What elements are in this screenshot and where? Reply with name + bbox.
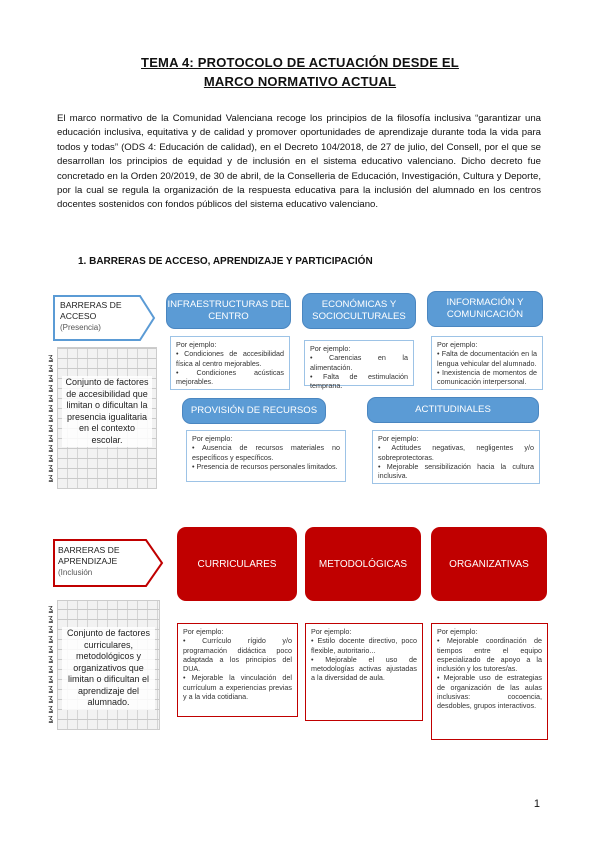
list-item: • Mejorable coordinación de tiempos entre el equipo especializado de apoyo a la inclusión y los tutores/as. xyxy=(437,636,542,674)
spiral-binding-icon: ʓ ʓ ʓ ʓ ʓ ʓ ʓ ʓ ʓ ʓ ʓ ʓ ʓ xyxy=(48,353,54,483)
learning-cat-methodological-head: METODOLÓGICAS xyxy=(305,527,421,601)
list-item: • Condiciones de accesibilidad física al centro mejorables. xyxy=(176,349,284,368)
example-label: Por ejemplo: xyxy=(183,627,224,636)
list-item: • Mejorable el uso de metodologías activas ajustadas a la diversidad de aula. xyxy=(311,654,417,683)
list-item: • Ausencia de recursos materiales no específicos y específicos. xyxy=(192,443,340,462)
access-cat-eco-head: ECONÓMICAS Y SOCIOCULTURALES xyxy=(302,293,416,329)
learning-side-text: Conjunto de factores curriculares, metodológicos y organizativos que limitan o dificultan el aprendizaje del alumnado. xyxy=(62,627,155,710)
intro-paragraph: El marco normativo de la Comunidad Valenciana recoge los principios de la filosofía inclusiva “garantizar una educación inclusiva, equitativa y de calidad y promover oportunidades de aprendizaje durante toda la vida para todos y todas” (ODS 4: Educación de calidad), en el Decreto 104/2018, de 27 de julio, del Consell, por el que se desarrollan los principios de equidad y de inclusión en el sistema educativo valenciano. Dicho decreto fue concretado en la Orden 20/2019, de 30 de abril, de la Conselleria de Educación, Investigación, Cultura y Deporte, por la cual se regula la organización de la respuesta educativa para la inclusión del alumnado en los centros docentes sostenidos con fondos públicos del sistema educativo valenciano. xyxy=(57,113,541,211)
access-cat-resources-head: PROVISIÓN DE RECURSOS xyxy=(182,398,326,424)
example-label: Por ejemplo: xyxy=(192,434,233,443)
list-item: • Falta de estimulación temprana. xyxy=(310,371,409,391)
access-cat-info-box xyxy=(431,336,543,390)
learning-cat-methodological-box xyxy=(305,623,423,721)
list-item: • Currículo rígido y/o programación didáctica poco adaptada a los principios del DUA. xyxy=(183,636,293,674)
learning-tag-line2: APRENDIZAJE xyxy=(58,556,118,566)
access-tag-line2: ACCESO xyxy=(60,311,97,321)
access-cat-info-head: INFORMACIÓN Y COMUNICACIÓN xyxy=(427,291,543,327)
spiral-binding-icon: ʓ ʓ ʓ ʓ ʓ ʓ ʓ ʓ ʓ ʓ ʓ ʓ xyxy=(48,604,54,724)
learning-cat-curricular-head: CURRICULARES xyxy=(177,527,297,601)
section-heading: 1. BARRERAS DE ACCESO, APRENDIZAJE Y PARTICIPACIÓN xyxy=(78,256,373,267)
example-label: Por ejemplo: xyxy=(176,340,217,349)
list-item: • Condiciones acústicas mejorables. xyxy=(176,367,284,387)
access-cat-attitudes-box xyxy=(372,430,540,484)
access-cat-attitudes-head: ACTITUDINALES xyxy=(367,397,539,423)
access-cat-resources-box xyxy=(186,430,346,482)
list-item: • Falta de documentación en la lengua vehicular del alumnado. xyxy=(437,349,537,368)
access-cat-infra-head: INFRAESTRUCTURAS DEL CENTRO xyxy=(166,293,291,329)
learning-tag-line1: BARRERAS DE xyxy=(58,545,120,555)
example-label: Por ejemplo: xyxy=(311,627,352,636)
learning-tag-sub: (Inclusión xyxy=(58,568,93,577)
list-item: • Mejorable uso de estrategias de organización de las aulas inclusivas: cocoencia, desdobles, grupos interactivos. xyxy=(437,673,542,711)
page-title-line1: TEMA 4: PROTOCOLO DE ACTUACIÓN DESDE EL xyxy=(141,55,459,70)
example-label: Por ejemplo: xyxy=(437,340,478,349)
page-number: 1 xyxy=(533,798,540,810)
access-tag-line1: BARRERAS DE xyxy=(60,300,122,310)
example-label: Por ejemplo: xyxy=(310,344,351,353)
learning-cat-organizational-box xyxy=(431,623,548,740)
list-item: • Carencias en la alimentación. xyxy=(310,353,408,372)
list-item: • Mejorable la vinculación del currículum a experiencias previas y a la vida cotidiana. xyxy=(183,673,292,702)
learning-side-note xyxy=(57,600,160,730)
list-item: • Mejorable sensibilización hacia la cultura inclusiva. xyxy=(378,461,534,481)
list-item: • Estilo docente directivo, poco flexible, autoritario... xyxy=(311,636,417,655)
learning-cat-curricular-box xyxy=(177,623,298,717)
list-item: • Actitudes negativas, negligentes y/o sobreprotectoras. xyxy=(378,443,534,462)
access-cat-infra-box xyxy=(170,336,290,390)
list-item: • Inexistencia de momentos de comunicación interpersonal. xyxy=(437,367,537,387)
example-label: Por ejemplo: xyxy=(378,434,419,443)
access-tag-text xyxy=(60,300,122,333)
access-side-note xyxy=(57,347,157,489)
learning-tag-text xyxy=(58,545,120,578)
access-tag-sub: (Presencia) xyxy=(60,323,101,332)
access-side-text: Conjunto de factores de accesibilidad que limitan o dificultan la presencia igualitaria en el contexto escolar. xyxy=(62,376,152,447)
list-item: • Presencia de recursos personales limitados. xyxy=(192,461,338,471)
example-label: Por ejemplo: xyxy=(437,627,478,636)
learning-cat-organizational-head: ORGANIZATIVAS xyxy=(431,527,547,601)
access-cat-eco-box xyxy=(304,340,414,391)
page-title-line2: MARCO NORMATIVO ACTUAL xyxy=(203,74,397,89)
